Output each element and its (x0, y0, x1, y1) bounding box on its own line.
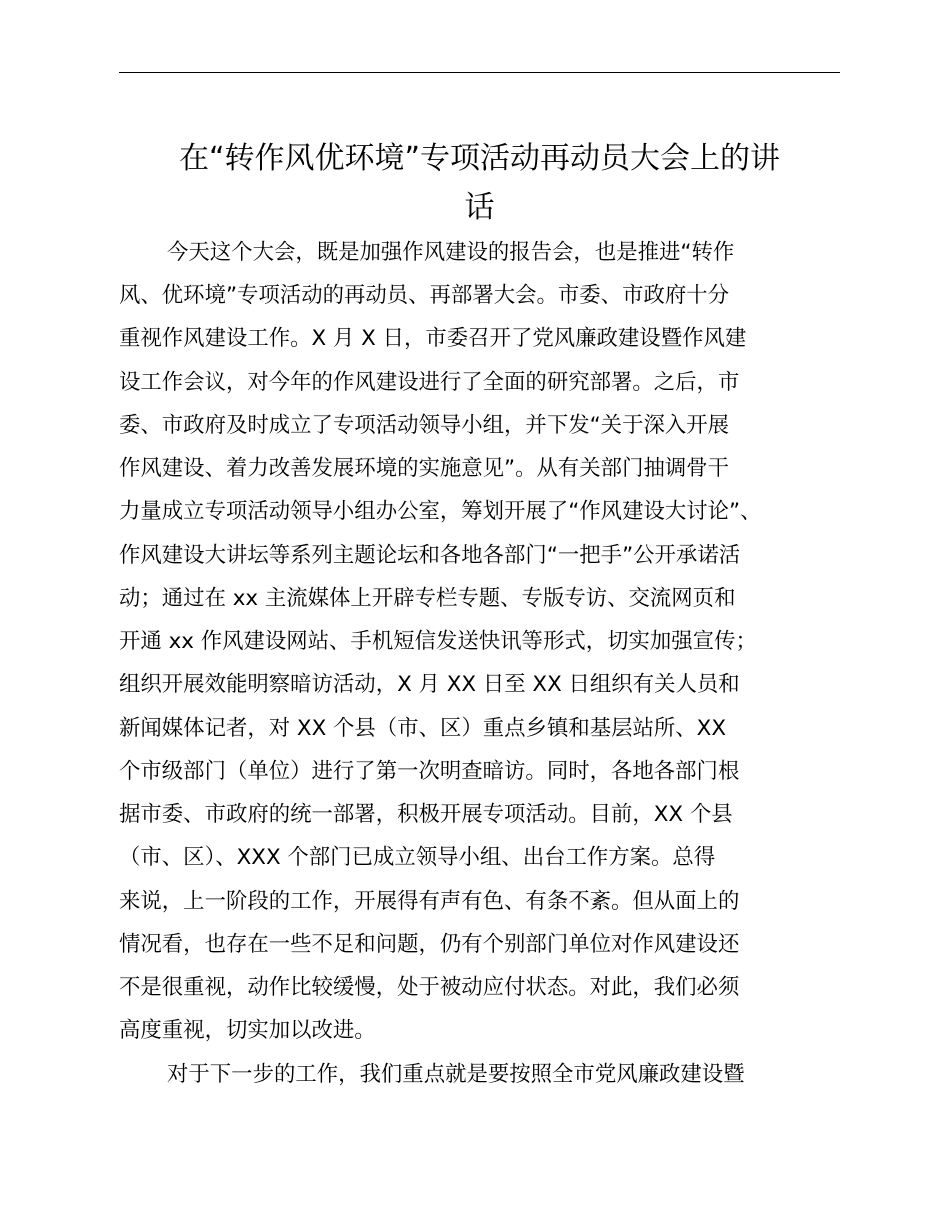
paragraph-1-line: 开通 xx 作风建设网站、手机短信发送快讯等形式，切实加强宣传； (119, 629, 757, 654)
paragraph-1-line: 今天这个大会，既是加强作风建设的报告会，也是推进“转作 (167, 240, 735, 265)
paragraph-1-line: 风、优环境”专项活动的再动员、再部署大会。市委、市政府十分 (119, 283, 730, 308)
paragraph-1-line: 高度重视，切实加以改进。 (119, 1018, 376, 1043)
paragraph-1-line: 不是很重视，动作比较缓慢，处于被动应付状态。对此，我们必须 (119, 975, 740, 1000)
paragraph-1-line: 作风建设大讲坛等系列主题论坛和各地各部门“一把手”公开承诺活 (119, 543, 741, 568)
paragraph-1-line: 力量成立专项活动领导小组办公室，筹划开展了“作风建设大讨论”、 (119, 499, 762, 524)
title-line: 在“转作风优环境”专项活动再动员大会上的讲 (178, 141, 781, 176)
paragraph-1-line: 新闻媒体记者，对 XX 个县（市、区）重点乡镇和基层站所、XX (119, 716, 726, 741)
paragraph-1-line: 动；通过在 xx 主流媒体上开辟专栏专题、专版专访、交流网页和 (119, 586, 736, 611)
paragraph-1-line: 组织开展效能明察暗访活动，X 月 XX 日至 XX 日组织有关人员和 (119, 672, 740, 697)
paragraph-1-line: 个市级部门（单位）进行了第一次明查暗访。同时，各地各部门根 (119, 759, 740, 784)
paragraph-1-line: 据市委、市政府的统一部署，积极开展专项活动。目前，XX 个县 (119, 802, 733, 827)
paragraph-1-line: 重视作风建设工作。X 月 X 日，市委召开了党风廉政建设暨作风建 (119, 326, 747, 351)
paragraph-1-line: 设工作会议，对今年的作风建设进行了全面的研究部署。之后，市 (119, 370, 740, 395)
paragraph-1-line: 来说，上一阶段的工作，开展得有声有色、有条不紊。但从面上的 (119, 889, 740, 914)
paragraph-2-line: 对于下一步的工作，我们重点就是要按照全市党风廉政建设暨 (167, 1062, 745, 1087)
paragraph-1-line: 情况看，也存在一些不足和问题，仍有个别部门单位对作风建设还 (119, 932, 740, 957)
title-line: 话 (464, 190, 495, 225)
header-rule (119, 72, 840, 73)
paragraph-1-line: （市、区）、XXX 个部门已成立领导小组、出台工作方案。总得 (119, 845, 716, 870)
paragraph-1-line: 委、市政府及时成立了专项活动领导小组，并下发“关于深入开展 (119, 413, 730, 438)
paragraph-1-line: 作风建设、着力改善发展环境的实施意见”。从有关部门抽调骨干 (119, 456, 730, 481)
document-title (119, 134, 840, 232)
